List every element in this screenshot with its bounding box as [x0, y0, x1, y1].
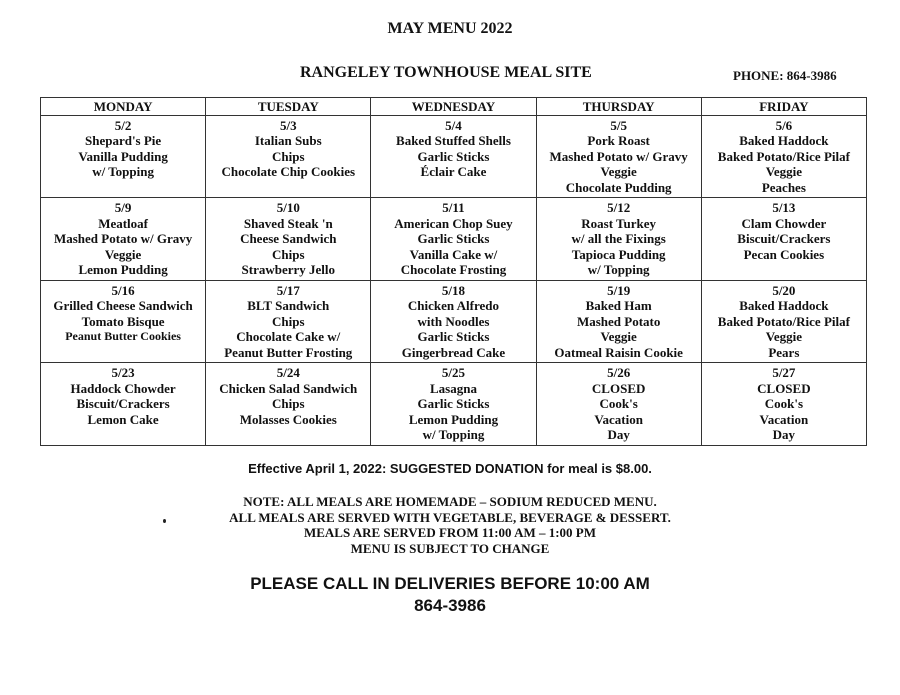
menu-item: Chocolate Cake w/ [236, 329, 341, 345]
note-line: NOTE: ALL MEALS ARE HOMEMADE – SODIUM REDUCED MENU. [243, 494, 657, 509]
menu-cell [536, 363, 701, 446]
menu-date: 5/6 [775, 117, 793, 133]
menu-item: Tapioca Pudding [571, 246, 666, 262]
menu-item: w/ Topping [422, 427, 485, 443]
scan-speck [163, 519, 166, 523]
delivery-phone: 864-3986 [414, 596, 486, 615]
menu-date: 5/3 [279, 117, 297, 133]
note-line: ALL MEALS ARE SERVED WITH VEGETABLE, BEVERAGE & DESSERT. [229, 509, 671, 525]
week-row [41, 115, 867, 198]
menu-item: Shepard's Pie [84, 133, 162, 148]
page-title: MAY MENU 2022 [387, 20, 513, 37]
menu-item: Pears [768, 344, 800, 360]
menu-item: Chocolate Chip Cookies [221, 164, 356, 179]
menu-item: Veggie [765, 329, 803, 345]
menu-item: Chicken Salad Sandwich [219, 380, 358, 396]
delivery-callout [0, 573, 900, 617]
menu-date: 5/16 [111, 282, 135, 298]
menu-cell [701, 363, 866, 446]
menu-item: Garlic Sticks [417, 396, 490, 412]
note-line: MENU IS SUBJECT TO CHANGE [350, 540, 550, 556]
menu-cell [701, 198, 866, 281]
menu-date: 5/12 [607, 200, 631, 216]
menu-cell [371, 280, 536, 363]
meal-notes [0, 494, 900, 556]
menu-item: Veggie [600, 164, 637, 179]
menu-item: Day [607, 427, 630, 443]
menu-item: BLT Sandwich [247, 298, 330, 314]
menu-cell [41, 363, 206, 446]
menu-item: w/ all the Fixings [571, 231, 666, 247]
menu-item: CLOSED [757, 380, 811, 396]
menu-item: Mashed Potato w/ Gravy [53, 231, 193, 247]
menu-item: Shaved Steak 'n [243, 215, 333, 231]
menu-item: Chips [272, 148, 305, 164]
menu-cell [206, 198, 371, 281]
menu-item: Vanilla Pudding [78, 148, 168, 164]
menu-item: Peanut Butter Frosting [224, 344, 353, 360]
menu-date: 5/9 [114, 200, 132, 216]
site-name: RANGELEY TOWNHOUSE MEAL SITE [300, 64, 592, 81]
delivery-notice: PLEASE CALL IN DELIVERIES BEFORE 10:00 AM [250, 574, 650, 593]
menu-date: 5/2 [114, 117, 132, 133]
menu-item: Strawberry Jello [241, 262, 336, 278]
menu-item: Garlic Sticks [417, 329, 490, 345]
menu-item: Baked Potato/Rice Pilaf [717, 313, 850, 329]
menu-cell [41, 115, 206, 198]
menu-item: Chips [272, 396, 305, 412]
menu-date: 5/4 [445, 117, 462, 133]
menu-item: Gingerbread Cake [401, 344, 506, 360]
menu-item: w/ Topping [92, 164, 154, 179]
menu-item: Vacation [594, 411, 643, 427]
menu-item: Garlic Sticks [417, 148, 490, 164]
menu-item: Haddock Chowder [70, 380, 176, 396]
menu-item: Baked Ham [585, 298, 652, 314]
menu-item: Tomato Bisque [81, 313, 165, 329]
menu-item: Mashed Potato [576, 313, 661, 329]
menu-item: Italian Subs [254, 133, 322, 148]
menu-item: Veggie [104, 246, 142, 262]
day-header-thursday: THURSDAY [536, 98, 701, 116]
menu-cell [701, 280, 866, 363]
menu-date: 5/5 [610, 117, 627, 133]
menu-item: Oatmeal Raisin Cookie [554, 344, 683, 360]
menu-date: 5/23 [111, 365, 135, 381]
menu-item: Chips [272, 313, 305, 329]
menu-item: Cook's [599, 396, 638, 412]
menu-item: Pork Roast [587, 133, 650, 148]
menu-item: Grilled Cheese Sandwich [53, 298, 193, 314]
menu-item: Lemon Pudding [78, 262, 168, 278]
menu-item: Peaches [761, 179, 806, 195]
menu-cell [536, 198, 701, 281]
menu-cell [206, 115, 371, 198]
menu-date: 5/17 [276, 282, 300, 298]
menu-date: 5/24 [276, 365, 300, 381]
donation-notice: Effective April 1, 2022: SUGGESTED DONATION for meal is $8.00. [248, 461, 652, 476]
menu-item: Baked Haddock [739, 133, 829, 148]
menu-item: w/ Topping [587, 262, 650, 278]
menu-date: 5/10 [276, 200, 300, 216]
menu-item: Vanilla Cake w/ [409, 246, 498, 262]
menu-item: Vacation [759, 411, 809, 427]
menu-item: Chicken Alfredo [407, 298, 500, 314]
menu-item: Cheese Sandwich [240, 231, 337, 247]
menu-item: Baked Stuffed Shells [396, 133, 511, 148]
menu-item: Chocolate Pudding [565, 179, 672, 195]
menu-item: Pecan Cookies [743, 246, 825, 262]
menu-item: Meatloaf [98, 215, 148, 231]
menu-item: Baked Haddock [739, 298, 829, 314]
menu-item: Mashed Potato w/ Gravy [549, 148, 688, 164]
menu-item: Éclair Cake [420, 164, 487, 179]
menu-date: 5/27 [772, 365, 796, 381]
menu-item: Biscuit/Crackers [737, 231, 831, 247]
menu-date: 5/26 [607, 365, 631, 381]
menu-item: Veggie [600, 329, 637, 345]
day-header-row [41, 98, 867, 116]
menu-item: Day [772, 427, 796, 443]
menu-item: Chips [272, 246, 305, 262]
week-row [41, 363, 867, 446]
menu-cell [701, 115, 866, 198]
menu-item: Lemon Pudding [408, 411, 499, 427]
day-header-monday: MONDAY [41, 98, 206, 116]
day-header-tuesday: TUESDAY [206, 98, 371, 116]
note-line: MEALS ARE SERVED FROM 11:00 AM – 1:00 PM [303, 525, 597, 540]
menu-cell [536, 115, 701, 198]
menu-cell [371, 363, 536, 446]
menu-item: Baked Potato/Rice Pilaf [717, 148, 850, 164]
menu-item: Garlic Sticks [417, 231, 490, 247]
menu-date: 5/11 [442, 200, 465, 216]
menu-item: CLOSED [591, 380, 646, 396]
menu-cell [206, 363, 371, 446]
menu-item: Veggie [765, 164, 803, 179]
menu-item: Clam Chowder [741, 215, 827, 231]
menu-item: American Chop Suey [394, 215, 513, 231]
menu-cell [206, 280, 371, 363]
day-header-friday: FRIDAY [701, 98, 866, 116]
menu-table [40, 97, 867, 446]
menu-cell [536, 280, 701, 363]
menu-cell [41, 280, 206, 363]
menu-item: Cook's [764, 396, 804, 412]
menu-item: Biscuit/Crackers [76, 396, 170, 412]
menu-date: 5/19 [607, 282, 631, 298]
menu-item: with Noodles [417, 313, 490, 329]
menu-cell [41, 198, 206, 281]
menu-item: Molasses Cookies [239, 411, 337, 427]
menu-date: 5/25 [441, 365, 466, 381]
menu-item: Lemon Cake [87, 411, 159, 427]
menu-date: 5/18 [441, 282, 466, 298]
week-row [41, 280, 867, 363]
menu-date: 5/20 [772, 282, 796, 298]
menu-item: Peanut Butter Cookies [65, 329, 181, 344]
menu-item: Roast Turkey [581, 215, 657, 231]
menu-item: Lasagna [429, 380, 477, 396]
phone-number: PHONE: 864-3986 [733, 68, 837, 83]
menu-cell [371, 198, 536, 281]
day-header-wednesday: WEDNESDAY [371, 98, 536, 116]
menu-cell [371, 115, 536, 198]
menu-date: 5/13 [772, 200, 796, 216]
week-row [41, 198, 867, 281]
menu-item: Chocolate Frosting [400, 262, 507, 278]
